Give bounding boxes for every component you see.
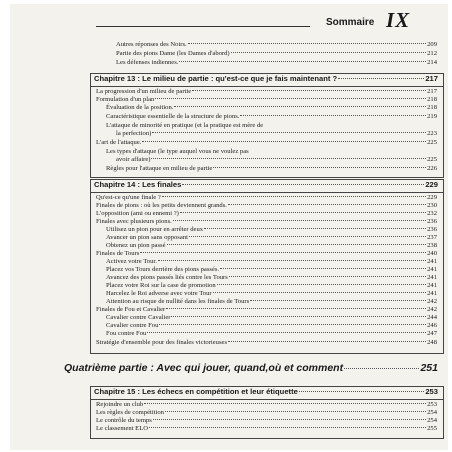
- dot-leader: [149, 427, 426, 428]
- dot-leader: [240, 115, 426, 116]
- header-rule: [96, 26, 310, 27]
- toc-entry-page: 226: [427, 165, 437, 172]
- toc-entry: [96, 306, 437, 314]
- toc-entry-label: Avancer un pion sans opposant: [106, 234, 188, 241]
- dot-leader: [153, 419, 426, 420]
- dot-leader: [228, 341, 426, 342]
- dot-leader: [147, 332, 426, 333]
- toc-entry-page: 254: [427, 409, 437, 416]
- toc-entry: [96, 194, 437, 202]
- toc-entry-label: L'opposition (ami ou ennemi ?): [96, 210, 179, 217]
- dot-leader: [188, 43, 426, 44]
- dot-leader: [171, 316, 426, 317]
- toc-entry-label: Stratégie d'ensemble pour des finales victorieuses: [96, 339, 228, 346]
- toc-entry: [106, 165, 437, 173]
- toc-entry-label: Évaluation de la position.: [106, 104, 174, 111]
- toc-entry-page: 237: [427, 234, 437, 241]
- toc-entry-page: 244: [427, 314, 437, 321]
- toc-entry-page: 241: [427, 266, 437, 273]
- toc-entry-label: La progression d'un milieu de partie: [96, 88, 192, 95]
- chapter-13-heading: [94, 75, 438, 83]
- toc-entry-page: 248: [427, 339, 437, 346]
- toc-entry: [106, 104, 437, 112]
- toc-entry: [106, 113, 437, 121]
- toc-entry: [96, 409, 437, 417]
- chapter-page: 253: [425, 387, 438, 396]
- dot-leader: [217, 284, 426, 285]
- toc-entry-page: 236: [427, 226, 437, 233]
- toc-entry-label: Rejoindre un club: [96, 401, 144, 408]
- dot-leader: [228, 204, 426, 205]
- dot-leader: [231, 52, 426, 53]
- toc-entry-page: 214: [427, 59, 437, 66]
- toc-entry-page: 230: [427, 202, 437, 209]
- toc-entry-page: 253: [427, 401, 437, 408]
- dot-leader: [166, 308, 426, 309]
- toc-entry: [106, 322, 437, 330]
- toc-entry-page: 242: [427, 298, 437, 305]
- chapter-15-heading: [94, 388, 438, 396]
- dot-leader: [213, 167, 426, 168]
- dot-leader: [229, 276, 426, 277]
- toc-entry: [96, 218, 437, 226]
- toc-entry-label: Les types d'attaque (le type auquel vous ne voulez pas: [106, 148, 249, 155]
- part-page: 251: [420, 362, 438, 374]
- toc-entry-label: Finales de Fou et Cavalier: [96, 306, 166, 313]
- toc-entry-label: Obtenez un pion passé: [106, 242, 166, 249]
- toc-entry-page: 212: [427, 50, 437, 57]
- toc-entry-page: 254: [427, 417, 437, 424]
- dot-leader: [173, 220, 426, 221]
- part-title: Quatrième partie : Avec qui jouer, quand,où et comment: [64, 362, 344, 374]
- toc-entry-page: 218: [427, 96, 437, 103]
- dot-leader: [158, 260, 426, 261]
- dot-leader: [162, 196, 426, 197]
- toc-entry: [106, 234, 437, 242]
- toc-entry-label: Avancez des pions passés liés contre les Tours: [106, 274, 228, 281]
- toc-entry: [116, 41, 437, 49]
- dot-leader: [338, 78, 424, 79]
- toc-entry-label: Attention au risque de nullité dans les finales de Tours: [106, 298, 250, 305]
- toc-entry: [116, 59, 437, 67]
- toc-entry-label: Finales avec plusieurs pions.: [96, 218, 172, 225]
- dot-leader: [344, 368, 419, 369]
- dot-leader: [213, 292, 427, 293]
- toc-entry: [106, 274, 437, 282]
- toc-entry-label: avoir affaire): [116, 156, 151, 163]
- page-number: IX: [386, 8, 411, 32]
- toc-entry-label: Formulation d'un plan: [96, 96, 155, 103]
- toc-entry-page: 236: [427, 218, 437, 225]
- dot-leader: [144, 403, 426, 404]
- toc-entry: [96, 425, 437, 433]
- dot-leader: [155, 98, 426, 99]
- dot-leader: [174, 106, 426, 107]
- toc-entry-label: Partie des pions Dame (les Dames d'abord): [116, 50, 230, 57]
- toc-entry-label: Autres réponses des Noirs.: [116, 41, 187, 48]
- toc-entry-label: Cavalier contre Cavalier: [106, 314, 171, 321]
- dot-leader: [151, 158, 426, 159]
- dot-leader: [204, 228, 426, 229]
- toc-entry: [106, 314, 437, 322]
- dot-leader: [299, 391, 425, 392]
- toc-entry-page: 241: [427, 274, 437, 281]
- toc-entry: [106, 290, 437, 298]
- toc-entry: [116, 50, 437, 58]
- toc-entry-page: 217: [427, 88, 437, 95]
- toc-entry-page: 241: [427, 282, 437, 289]
- toc-entry-page: 229: [427, 194, 437, 201]
- toc-entry-label: Fou contre Fou: [106, 330, 147, 337]
- toc-entry: [106, 266, 437, 274]
- chapter-14-heading: [94, 181, 438, 189]
- dot-leader: [165, 411, 426, 412]
- dot-leader: [192, 90, 426, 91]
- toc-entry: [116, 156, 437, 164]
- part-4-heading: [64, 364, 438, 372]
- toc-entry-label: Finales de Tours: [96, 250, 140, 257]
- toc-entry: [96, 417, 437, 425]
- chapter-title: Chapitre 14 : Les finales: [94, 180, 182, 189]
- toc-entry: [96, 210, 437, 218]
- toc-entry: [96, 88, 437, 96]
- toc-entry: [96, 250, 437, 258]
- toc-entry: [106, 242, 437, 250]
- toc-entry-page: 255: [427, 425, 437, 432]
- dot-leader: [159, 324, 426, 325]
- dot-leader: [179, 61, 426, 62]
- toc-entry: [106, 330, 437, 338]
- toc-entry: [96, 401, 437, 409]
- dot-leader: [152, 132, 426, 133]
- toc-entry-page: 225: [427, 139, 437, 146]
- toc-entry: [96, 96, 437, 104]
- toc-entry: [106, 122, 437, 130]
- chapter-title: Chapitre 15 : Les échecs en compétition et leur étiquette: [94, 387, 298, 396]
- toc-entry-page: 240: [427, 250, 437, 257]
- toc-entry-label: Caractéristique essentielle de la structure de pions.: [106, 113, 240, 120]
- chapter-page: 229: [425, 180, 438, 189]
- dot-leader: [220, 268, 426, 269]
- toc-entry: [96, 202, 437, 210]
- toc-entry-label: la perfection): [116, 130, 152, 137]
- toc-entry-label: Finales de pions : où les petits deviennent grands.: [96, 202, 227, 209]
- toc-entry-page: 219: [427, 113, 437, 120]
- dot-leader: [180, 212, 426, 213]
- toc-entry-page: 218: [427, 104, 437, 111]
- toc-entry-page: 209: [427, 41, 437, 48]
- dot-leader: [189, 236, 426, 237]
- toc-entry: [106, 282, 437, 290]
- toc-entry-page: 247: [427, 330, 437, 337]
- chapter-page: 217: [425, 74, 438, 83]
- toc-entry-label: L'art de l'attaque.: [96, 139, 142, 146]
- toc-entry-label: Cavalier contre Fou: [106, 322, 159, 329]
- dot-leader: [167, 244, 427, 245]
- dot-leader: [140, 252, 426, 253]
- toc-entry-label: Harcelez le Roi adverse avec votre Tour: [106, 290, 212, 297]
- toc-entry-label: L'attaque de minorité en pratique (et la pratique est mère de: [106, 122, 264, 129]
- toc-entry: [96, 139, 437, 147]
- toc-entry-page: 242: [427, 306, 437, 313]
- toc-entry-label: Activez votre Tour.: [106, 258, 157, 265]
- toc-entry-page: 241: [427, 258, 437, 265]
- toc-entry-label: Placez vos Tours derrière des pions passés.: [106, 266, 220, 273]
- toc-entry-label: Les défenses indiennes.: [116, 59, 179, 66]
- toc-entry-page: 246: [427, 322, 437, 329]
- toc-entry: [106, 226, 437, 234]
- toc-entry: [116, 130, 437, 138]
- dot-leader: [182, 184, 424, 185]
- toc-entry-label: Le classement ELO: [96, 425, 148, 432]
- toc-entry: [106, 298, 437, 306]
- toc-entry-page: 238: [427, 242, 437, 249]
- toc-entry-page: 241: [427, 290, 437, 297]
- toc-entry-page: 223: [427, 130, 437, 137]
- toc-entry-label: Qu'est-ce qu'une finale ?: [96, 194, 161, 201]
- toc-entry-label: Les règles de compétition: [96, 409, 164, 416]
- dot-leader: [250, 300, 426, 301]
- book-page: [10, 4, 448, 450]
- toc-entry: [96, 339, 437, 347]
- toc-entry-label: Le contrôle du temps: [96, 417, 152, 424]
- toc-entry-label: Placez votre Roi sur la case de promotion: [106, 282, 216, 289]
- chapter-title: Chapitre 13 : Le milieu de partie : qu'est-ce que je fais maintenant ?: [94, 74, 338, 83]
- toc-entry-page: 232: [427, 210, 437, 217]
- toc-entry: [106, 258, 437, 266]
- toc-entry-label: Règles pour l'attaque en milieu de partie: [106, 165, 213, 172]
- running-header-title: Sommaire: [326, 17, 375, 28]
- toc-entry-label: Utilisez un pion pour en arrêter deux: [106, 226, 204, 233]
- toc-entry: [106, 148, 437, 156]
- toc-entry-page: 225: [427, 156, 437, 163]
- dot-leader: [142, 141, 426, 142]
